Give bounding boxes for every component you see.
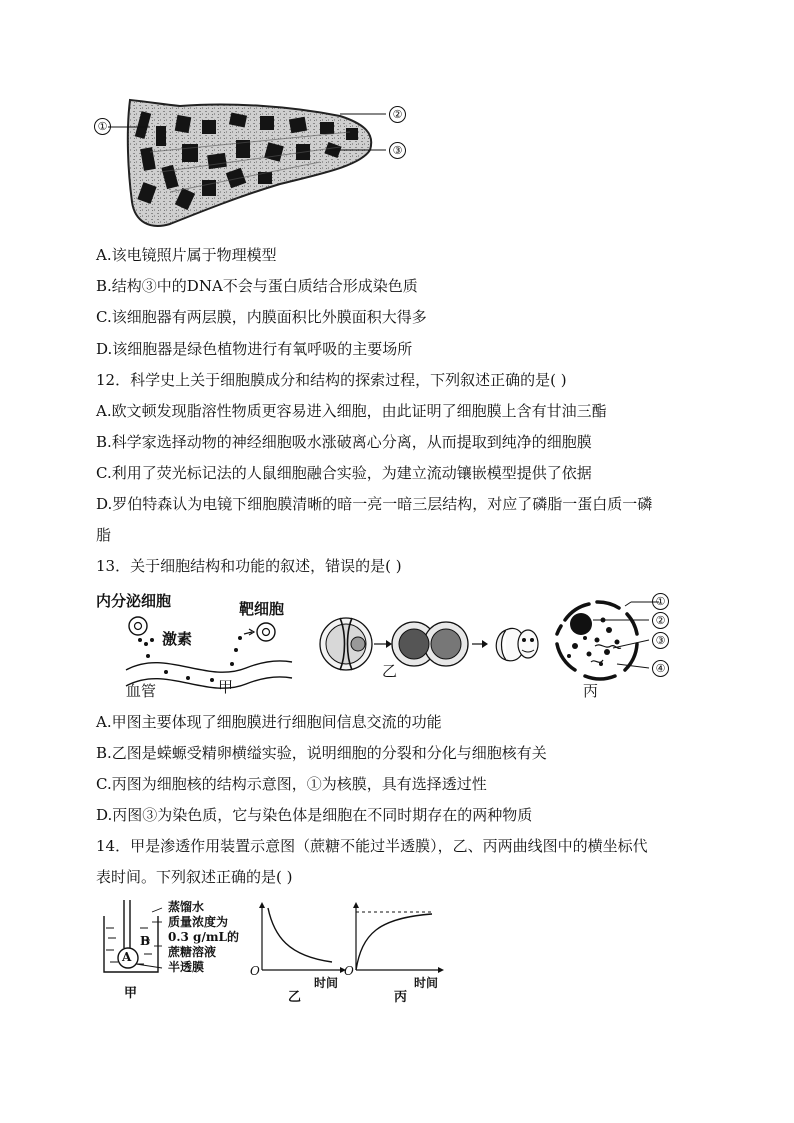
- label-b: B: [140, 934, 151, 948]
- q11-option-b: B.结构③中的DNA不会与蛋白质结合形成染色质: [96, 277, 418, 295]
- q14-figure-bing: [342, 900, 452, 1005]
- label-2: ②: [389, 106, 406, 123]
- label-1: ①: [94, 118, 111, 135]
- q12-option-b: B.科学家选择动物的神经细胞吸水涨破离心分离，从而提取到纯净的细胞膜: [96, 433, 592, 451]
- q13-option-a: A.甲图主要体现了细胞膜进行细胞间信息交流的功能: [96, 713, 442, 731]
- fig14-yi-label: 乙: [288, 990, 302, 1005]
- q13-figure-bing: [545, 590, 675, 700]
- q13-option-b: B.乙图是蝾螈受精卵横缢实验，说明细胞的分裂和分化与细胞核有关: [96, 744, 547, 762]
- origin-label: O: [250, 964, 260, 978]
- endocrine-cell-label: 内分泌细胞: [96, 592, 172, 610]
- q13-option-d: D.丙图③为染色质，它与染色体是细胞在不同时期存在的两种物质: [96, 806, 533, 824]
- time-axis-label: 时间: [314, 976, 339, 990]
- q12-option-c: C.利用了荧光标记法的人鼠细胞融合实验，为建立流动镶嵌模型提供了依据: [96, 464, 592, 482]
- apparatus-legend: [168, 900, 239, 975]
- decreasing-curve: [268, 908, 332, 962]
- q12-option-d: D.罗伯特森认为电镜下细胞膜清晰的暗一亮一暗三层结构，对应了磷脂一蛋白质一磷: [96, 495, 653, 513]
- concentration-label-1: 质量浓度为: [168, 915, 229, 929]
- nucleus-label-1: ①: [652, 593, 669, 610]
- label-3: ③: [389, 142, 406, 159]
- q12-option-a: A.欧文顿发现脂溶性物质更容易进入细胞，由此证明了细胞膜上含有甘油三酯: [96, 402, 607, 420]
- nucleus-label-4: ④: [652, 660, 669, 677]
- fig14-bing-label: 丙: [394, 990, 408, 1005]
- mitochondrion-micrograph-figure: [90, 92, 420, 232]
- mitochondrion-micrograph: [90, 92, 420, 232]
- hormone-label: 激素: [162, 630, 193, 648]
- fig-bing-label: 丙: [583, 682, 599, 700]
- concentration-label-2: 0.3 g/mL的: [168, 930, 239, 944]
- sucrose-solution-label: 蔗糖溶液: [168, 945, 217, 959]
- label-a: A: [122, 950, 132, 964]
- q13-figure-yi: [310, 612, 540, 682]
- q13-figure-jia: [96, 590, 296, 700]
- saturating-curve: [356, 914, 432, 970]
- q11-option-d: D.该细胞器是绿色植物进行有氧呼吸的主要场所: [96, 340, 413, 358]
- origin-label: O: [344, 964, 354, 978]
- nucleus-label-3: ③: [652, 632, 669, 649]
- q12-option-d-continuation: 脂: [96, 526, 112, 544]
- q14-figure-yi: [248, 900, 348, 1005]
- target-cell-label: 靶细胞: [239, 600, 285, 618]
- distilled-water-label: 蒸馏水: [168, 900, 205, 914]
- q11-option-c: C.该细胞器有两层膜，内膜面积比外膜面积大得多: [96, 308, 427, 326]
- q14-figure-jia: [96, 898, 246, 1003]
- fig-yi-label: 乙: [382, 662, 398, 680]
- semipermeable-membrane-label: 半透膜: [168, 960, 205, 974]
- nucleus-label-2: ②: [652, 612, 669, 629]
- fig-jia-label: 甲: [218, 678, 234, 696]
- time-axis-label: 时间: [414, 976, 439, 990]
- q12-stem: 12．科学史上关于细胞膜成分和结构的探索过程，下列叙述正确的是( ): [96, 371, 567, 389]
- q13-stem: 13．关于细胞结构和功能的叙述，错误的是( ): [96, 557, 402, 575]
- blood-vessel-label: 血管: [126, 682, 157, 700]
- q13-option-c: C.丙图为细胞核的结构示意图，①为核膜，具有选择透过性: [96, 775, 487, 793]
- q14-stem-line1: 14．甲是渗透作用装置示意图（蔗糖不能过半透膜），乙、丙两曲线图中的横坐标代: [96, 837, 648, 855]
- q11-option-a: A.该电镜照片属于物理模型: [96, 246, 277, 264]
- fig14-jia-label: 甲: [124, 986, 138, 1001]
- q14-stem-line2: 表时间。下列叙述正确的是( ): [96, 868, 293, 886]
